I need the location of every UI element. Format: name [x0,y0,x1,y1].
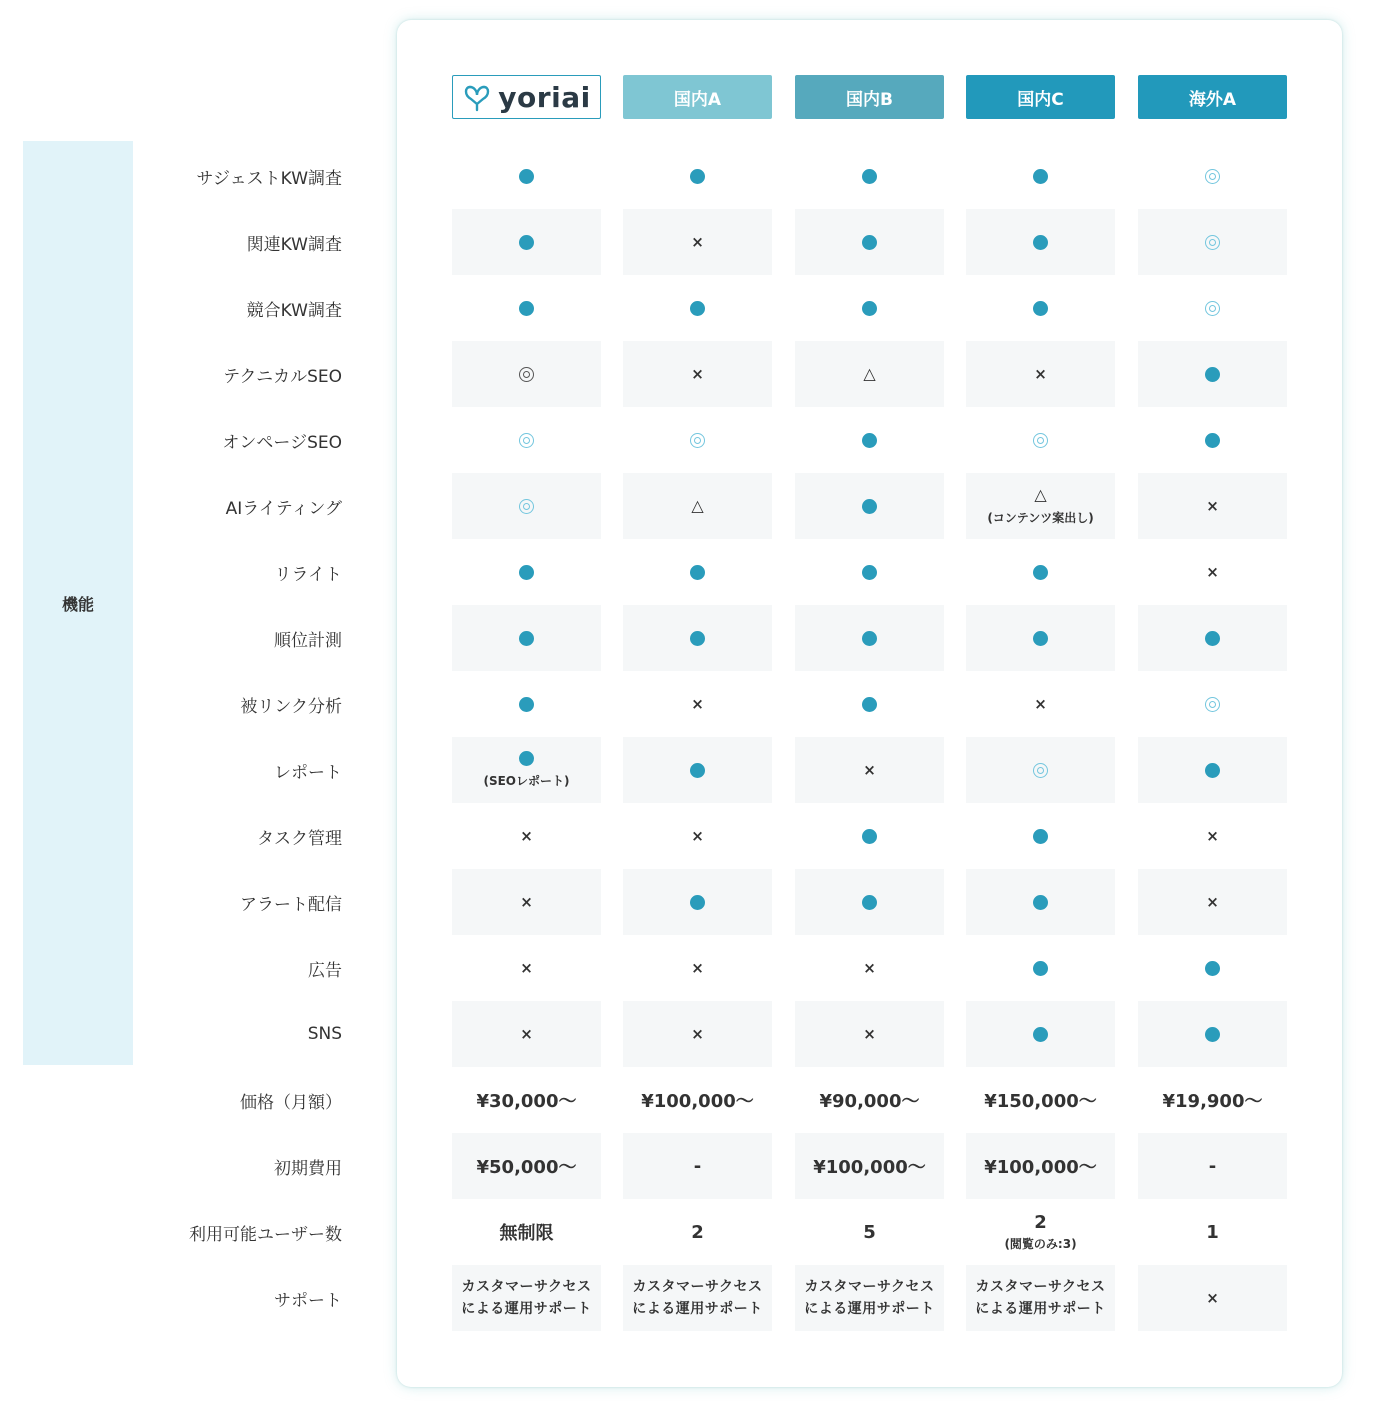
table-cell [623,143,772,209]
table-cell [452,341,601,407]
cross-icon: × [1034,694,1047,713]
table-cell [1138,539,1287,605]
table-cell [623,1067,772,1133]
table-cell [1138,407,1287,473]
cross-icon: × [691,232,704,251]
table-cell [795,1265,944,1331]
table-cell [623,1133,772,1199]
support-text: カスタマーサクセス による運用サポート [632,1279,763,1317]
filled-circle-icon [1205,763,1220,778]
filled-circle-icon [862,565,877,580]
price-value: ¥90,000〜 [819,1091,920,1112]
table-cell [795,803,944,869]
filled-circle-icon [1033,961,1048,976]
cross-icon: × [1206,496,1219,515]
filled-circle-icon [1205,631,1220,646]
table-cell [623,1199,772,1265]
table-cell [623,539,772,605]
support-text: カスタマーサクセス による運用サポート [461,1279,592,1317]
column-header-4: 海外A [1138,75,1287,119]
row-label: 被リンク分析 [240,696,342,717]
table-cell [452,275,601,341]
triangle-icon: △ [1034,484,1047,504]
cross-icon: × [1206,1288,1219,1307]
table-cell [1138,803,1287,869]
filled-circle-icon [862,169,877,184]
empty-value: - [693,1155,702,1177]
filled-circle-icon [1033,235,1048,250]
triangle-icon: △ [863,364,876,383]
yoriai-logo [452,75,601,119]
table-cell [452,1199,601,1265]
table-cell [795,209,944,275]
filled-circle-icon [1033,565,1048,580]
filled-circle-icon [1033,895,1048,910]
table-cell [1138,209,1287,275]
table-cell [966,1133,1115,1199]
row-label: 順位計測 [274,630,342,651]
cross-icon: × [520,892,533,911]
table-cell [623,341,772,407]
table-cell [1138,1067,1287,1133]
table-cell [452,671,601,737]
filled-circle-icon [1033,1027,1048,1042]
double-circle-icon [1205,235,1220,250]
table-cell [795,737,944,803]
cross-icon: × [520,1024,533,1043]
table-cell [623,473,772,539]
row-label: サジェストKW調査 [196,168,342,189]
table-cell [623,803,772,869]
price-value: ¥100,000〜 [984,1157,1097,1178]
table-cell [966,1001,1115,1067]
table-cell [1138,737,1287,803]
cross-icon: × [1206,826,1219,845]
row-label: サポート [274,1290,342,1311]
filled-circle-icon [690,763,705,778]
table-cell [966,275,1115,341]
price-value: ¥150,000〜 [984,1091,1097,1112]
filled-circle-icon [690,565,705,580]
cell-note: (SEOレポート) [483,774,570,788]
table-cell [795,605,944,671]
row-label: 初期費用 [274,1158,342,1179]
table-cell [623,209,772,275]
table-cell [452,737,601,803]
support-text: カスタマーサクセス による運用サポート [804,1279,935,1317]
cross-icon: × [691,958,704,977]
cross-icon: × [691,694,704,713]
table-cell [966,473,1115,539]
table-cell [966,143,1115,209]
table-cell [452,605,601,671]
row-label: 関連KW調査 [246,234,342,255]
table-cell [1138,275,1287,341]
user-count-value: 無制限 [499,1223,554,1244]
table-cell [795,341,944,407]
row-label: レポート [274,762,342,783]
table-cell [452,1067,601,1133]
price-value: ¥50,000〜 [476,1157,577,1178]
table-cell [1138,1133,1287,1199]
filled-circle-icon [1205,1027,1220,1042]
filled-circle-icon [1033,301,1048,316]
cross-icon: × [691,826,704,845]
table-cell [623,275,772,341]
double-circle-icon [1033,433,1048,448]
double-circle-icon [1205,697,1220,712]
table-cell [1138,605,1287,671]
table-cell [452,935,601,1001]
cell-note: (コンテンツ案出し) [987,510,1094,525]
row-label: 価格（月額） [240,1092,342,1113]
table-cell [623,671,772,737]
table-cell [966,737,1115,803]
cross-icon: × [1206,562,1219,581]
table-cell [1138,671,1287,737]
user-count-value: 5 [863,1221,876,1243]
table-cell [966,803,1115,869]
cross-icon: × [1206,892,1219,911]
table-cell [1138,341,1287,407]
table-cell [1138,1199,1287,1265]
filled-circle-icon [862,631,877,646]
column-header-3: 国内C [966,75,1115,119]
table-cell [795,473,944,539]
category-label-features: 機能 [23,141,133,1065]
table-cell [452,869,601,935]
table-cell [795,671,944,737]
row-label: アラート配信 [240,894,342,915]
table-cell [623,869,772,935]
table-cell [966,605,1115,671]
table-cell [795,1001,944,1067]
filled-circle-icon [1033,631,1048,646]
table-cell [966,1265,1115,1331]
table-cell [966,935,1115,1001]
table-cell [795,1133,944,1199]
filled-circle-icon [1205,961,1220,976]
filled-circle-icon [690,631,705,646]
price-value: ¥19,900〜 [1162,1091,1263,1112]
table-cell [1138,473,1287,539]
table-cell [966,869,1115,935]
table-cell [795,407,944,473]
filled-circle-icon [690,301,705,316]
price-value: ¥100,000〜 [813,1157,926,1178]
filled-circle-icon [690,895,705,910]
table-cell [452,407,601,473]
table-cell [623,935,772,1001]
table-cell [452,473,601,539]
cross-icon: × [691,1024,704,1043]
table-cell [1138,935,1287,1001]
table-cell [1138,143,1287,209]
table-cell [623,407,772,473]
price-value: ¥100,000〜 [641,1091,754,1112]
table-cell [1138,1265,1287,1331]
table-cell [452,1133,601,1199]
filled-circle-icon [862,301,877,316]
filled-circle-icon [690,169,705,184]
filled-circle-icon [1205,433,1220,448]
column-header-2: 国内B [795,75,944,119]
filled-circle-icon [519,751,534,766]
filled-circle-icon [862,235,877,250]
table-cell [623,737,772,803]
table-cell [623,605,772,671]
cross-icon: × [691,364,704,383]
table-cell [795,275,944,341]
double-circle-icon [1205,301,1220,316]
table-cell [1138,1001,1287,1067]
row-label: 広告 [308,960,342,981]
user-count-value: 2 [1034,1212,1047,1233]
table-cell [795,1067,944,1133]
table-cell [623,1265,772,1331]
filled-circle-icon [519,169,534,184]
double-circle-icon [1205,169,1220,184]
table-cell [795,869,944,935]
row-label: SNS [307,1024,342,1044]
table-cell [966,407,1115,473]
table-cell [795,143,944,209]
double-circle-icon [1033,763,1048,778]
table-cell [795,539,944,605]
filled-circle-icon [1033,829,1048,844]
cross-icon: × [1034,364,1047,383]
row-label: 競合KW調査 [246,300,342,321]
table-cell [966,539,1115,605]
double-circle-icon [519,499,534,514]
cross-icon: × [863,958,876,977]
filled-circle-icon [519,697,534,712]
cross-icon: × [520,958,533,977]
double-circle-icon [519,433,534,448]
cross-icon: × [863,1024,876,1043]
empty-value: - [1208,1155,1217,1177]
filled-circle-icon [862,829,877,844]
table-cell [966,209,1115,275]
row-label: リライト [274,564,342,585]
row-label: AIライティング [225,498,342,519]
table-cell [452,209,601,275]
user-count-value: 1 [1206,1221,1219,1243]
price-value: ¥30,000〜 [476,1091,577,1112]
table-cell [966,341,1115,407]
filled-circle-icon [862,697,877,712]
cell-note: (閲覧のみ:3) [1004,1237,1077,1251]
table-cell [623,1001,772,1067]
table-cell [966,1067,1115,1133]
user-count-value: 2 [691,1221,704,1243]
yoriai-logo-text: yoriai [498,80,591,114]
table-cell [795,935,944,1001]
filled-circle-icon [862,499,877,514]
cross-icon: × [520,826,533,845]
filled-circle-icon [519,301,534,316]
table-cell [966,1199,1115,1265]
table-cell [966,671,1115,737]
filled-circle-icon [519,565,534,580]
filled-circle-icon [1205,367,1220,382]
table-cell [795,1199,944,1265]
filled-circle-icon [519,235,534,250]
support-text: カスタマーサクセス による運用サポート [975,1279,1106,1317]
cross-icon: × [863,760,876,779]
double-circle-icon [690,433,705,448]
yoriai-heart-icon [462,82,492,112]
triangle-icon: △ [691,496,704,515]
row-label: 利用可能ユーザー数 [189,1224,342,1245]
filled-circle-icon [519,631,534,646]
table-cell [452,1001,601,1067]
table-cell [1138,869,1287,935]
filled-circle-icon [862,895,877,910]
row-label: オンページSEO [222,432,342,453]
row-label: タスク管理 [257,828,342,849]
table-cell [452,1265,601,1331]
table-cell [452,143,601,209]
table-cell [452,803,601,869]
filled-circle-icon [862,433,877,448]
filled-circle-icon [1033,169,1048,184]
table-cell [452,539,601,605]
column-header-1: 国内A [623,75,772,119]
double-circle-icon [519,367,534,382]
row-label: テクニカルSEO [223,366,342,387]
